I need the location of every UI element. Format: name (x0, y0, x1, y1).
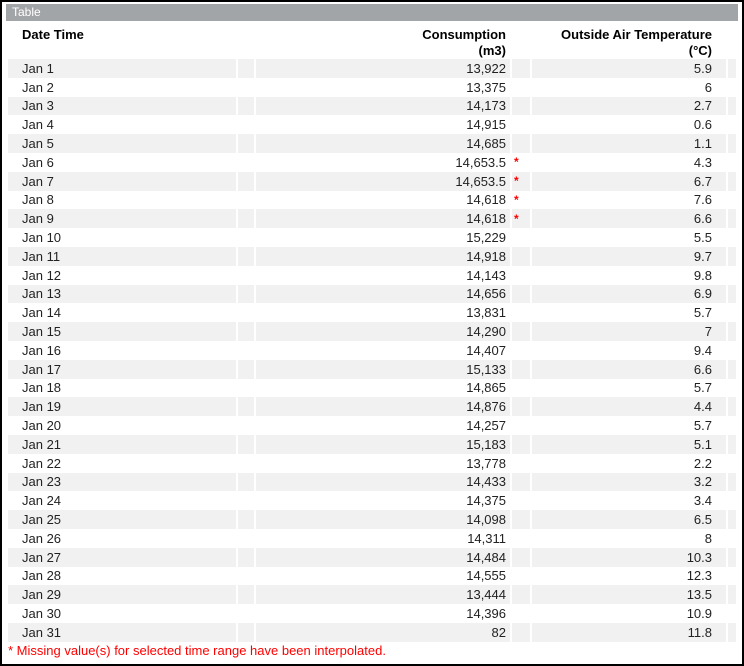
date-flag-spacer (238, 191, 254, 210)
date-cell: Jan 19 (8, 397, 236, 416)
date-cell: Jan 18 (8, 379, 236, 398)
consumption-cell: 14,407 (256, 341, 510, 360)
header-spacer (728, 21, 736, 59)
date-flag-spacer (238, 529, 254, 548)
column-label: Date Time (22, 27, 84, 42)
consumption-cell: 14,290 (256, 322, 510, 341)
interpolated-flag (512, 510, 530, 529)
row-end-spacer (728, 153, 736, 172)
table-row (8, 379, 736, 398)
table-row (8, 491, 736, 510)
date-cell: Jan 31 (8, 623, 236, 642)
interpolated-flag (512, 115, 530, 134)
date-flag-spacer (238, 397, 254, 416)
row-end-spacer (728, 604, 736, 623)
row-end-spacer (728, 510, 736, 529)
row-end-spacer (728, 172, 736, 191)
table-row (8, 228, 736, 247)
row-end-spacer (728, 322, 736, 341)
interpolated-flag (512, 379, 530, 398)
date-cell: Jan 7 (8, 172, 236, 191)
date-flag-spacer (238, 623, 254, 642)
consumption-cell: 14,311 (256, 529, 510, 548)
date-flag-spacer (238, 585, 254, 604)
temperature-cell: 11.8 (532, 623, 726, 642)
date-flag-spacer (238, 153, 254, 172)
row-end-spacer (728, 623, 736, 642)
date-flag-spacer (238, 59, 254, 78)
consumption-cell: 15,183 (256, 435, 510, 454)
temperature-cell: 2.2 (532, 454, 726, 473)
row-end-spacer (728, 585, 736, 604)
interpolated-flag (512, 435, 530, 454)
temperature-cell: 4.3 (532, 153, 726, 172)
date-flag-spacer (238, 360, 254, 379)
table-row (8, 360, 736, 379)
temperature-cell: 3.2 (532, 473, 726, 492)
interpolated-flag (512, 303, 530, 322)
date-flag-spacer (238, 454, 254, 473)
interpolated-flag (512, 548, 530, 567)
date-flag-spacer (238, 78, 254, 97)
row-end-spacer (728, 567, 736, 586)
date-cell: Jan 27 (8, 548, 236, 567)
table-row (8, 209, 736, 228)
row-end-spacer (728, 59, 736, 78)
date-cell: Jan 1 (8, 59, 236, 78)
consumption-cell: 14,098 (256, 510, 510, 529)
row-end-spacer (728, 191, 736, 210)
date-flag-spacer (238, 322, 254, 341)
column-unit: (°C) (688, 43, 712, 58)
table-row (8, 529, 736, 548)
consumption-cell: 14,653.5 (256, 172, 510, 191)
date-cell: Jan 4 (8, 115, 236, 134)
column-header-date-time (8, 21, 236, 59)
interpolation-footnote: * Missing value(s) for selected time range have been interpolated. (8, 642, 386, 658)
data-table (6, 21, 738, 642)
temperature-cell: 3.4 (532, 491, 726, 510)
consumption-cell: 13,375 (256, 78, 510, 97)
interpolated-flag (512, 585, 530, 604)
interpolated-flag (512, 285, 530, 304)
table-row (8, 473, 736, 492)
date-flag-spacer (238, 115, 254, 134)
interpolated-flag (512, 567, 530, 586)
column-header-consumption (256, 21, 510, 59)
temperature-cell: 8 (532, 529, 726, 548)
temperature-cell: 7 (532, 322, 726, 341)
date-cell: Jan 9 (8, 209, 236, 228)
row-end-spacer (728, 266, 736, 285)
interpolated-flag (512, 78, 530, 97)
table-row (8, 266, 736, 285)
date-cell: Jan 12 (8, 266, 236, 285)
table-header (8, 21, 736, 59)
date-cell: Jan 25 (8, 510, 236, 529)
table-row (8, 247, 736, 266)
row-end-spacer (728, 360, 736, 379)
row-end-spacer (728, 529, 736, 548)
consumption-cell: 13,778 (256, 454, 510, 473)
temperature-cell: 5.9 (532, 59, 726, 78)
temperature-cell: 9.4 (532, 341, 726, 360)
date-cell: Jan 14 (8, 303, 236, 322)
header-spacer (238, 21, 254, 59)
consumption-cell: 13,831 (256, 303, 510, 322)
temperature-cell: 6.9 (532, 285, 726, 304)
temperature-cell: 5.1 (532, 435, 726, 454)
row-end-spacer (728, 78, 736, 97)
date-flag-spacer (238, 97, 254, 116)
consumption-cell: 14,865 (256, 379, 510, 398)
row-end-spacer (728, 454, 736, 473)
interpolated-flag: * (512, 153, 530, 172)
date-cell: Jan 29 (8, 585, 236, 604)
date-flag-spacer (238, 266, 254, 285)
row-end-spacer (728, 303, 736, 322)
column-header-outside-air-temperature (532, 21, 726, 59)
table-row (8, 153, 736, 172)
row-end-spacer (728, 548, 736, 567)
column-label: Consumption (422, 27, 506, 42)
table-body (8, 59, 736, 642)
panel-title-bar: Table (6, 4, 738, 21)
table-row (8, 435, 736, 454)
table-row (8, 567, 736, 586)
table-row (8, 623, 736, 642)
date-cell: Jan 30 (8, 604, 236, 623)
temperature-cell: 4.4 (532, 397, 726, 416)
interpolated-flag (512, 59, 530, 78)
consumption-cell: 13,444 (256, 585, 510, 604)
date-flag-spacer (238, 285, 254, 304)
temperature-cell: 5.7 (532, 416, 726, 435)
date-cell: Jan 26 (8, 529, 236, 548)
temperature-cell: 9.8 (532, 266, 726, 285)
date-flag-spacer (238, 604, 254, 623)
date-cell: Jan 24 (8, 491, 236, 510)
table-row (8, 585, 736, 604)
date-cell: Jan 3 (8, 97, 236, 116)
date-flag-spacer (238, 303, 254, 322)
interpolated-flag (512, 341, 530, 360)
interpolated-flag (512, 416, 530, 435)
table-row (8, 548, 736, 567)
interpolated-flag: * (512, 209, 530, 228)
row-end-spacer (728, 285, 736, 304)
consumption-cell: 14,143 (256, 266, 510, 285)
temperature-cell: 5.7 (532, 303, 726, 322)
consumption-cell: 14,555 (256, 567, 510, 586)
temperature-cell: 6.7 (532, 172, 726, 191)
interpolated-flag (512, 360, 530, 379)
interpolated-flag (512, 623, 530, 642)
temperature-cell: 9.7 (532, 247, 726, 266)
row-end-spacer (728, 341, 736, 360)
table-row (8, 115, 736, 134)
table-row (8, 134, 736, 153)
interpolated-flag (512, 491, 530, 510)
consumption-cell: 14,396 (256, 604, 510, 623)
date-flag-spacer (238, 379, 254, 398)
interpolated-flag: * (512, 172, 530, 191)
table-row (8, 604, 736, 623)
table-row (8, 454, 736, 473)
date-flag-spacer (238, 247, 254, 266)
date-flag-spacer (238, 172, 254, 191)
table-row (8, 172, 736, 191)
interpolated-flag (512, 529, 530, 548)
date-cell: Jan 5 (8, 134, 236, 153)
date-flag-spacer (238, 435, 254, 454)
interpolated-flag (512, 266, 530, 285)
table-row (8, 341, 736, 360)
date-flag-spacer (238, 473, 254, 492)
temperature-cell: 2.7 (532, 97, 726, 116)
consumption-cell: 14,173 (256, 97, 510, 116)
interpolated-flag (512, 604, 530, 623)
date-flag-spacer (238, 228, 254, 247)
temperature-cell: 6.5 (532, 510, 726, 529)
consumption-cell: 14,876 (256, 397, 510, 416)
row-end-spacer (728, 435, 736, 454)
row-end-spacer (728, 397, 736, 416)
interpolated-flag (512, 228, 530, 247)
interpolated-flag (512, 322, 530, 341)
consumption-cell: 13,922 (256, 59, 510, 78)
interpolated-flag (512, 454, 530, 473)
row-end-spacer (728, 115, 736, 134)
table-row (8, 303, 736, 322)
interpolated-flag (512, 97, 530, 116)
date-flag-spacer (238, 548, 254, 567)
date-cell: Jan 23 (8, 473, 236, 492)
date-cell: Jan 28 (8, 567, 236, 586)
temperature-cell: 10.9 (532, 604, 726, 623)
row-end-spacer (728, 97, 736, 116)
temperature-cell: 6.6 (532, 360, 726, 379)
date-cell: Jan 22 (8, 454, 236, 473)
date-cell: Jan 15 (8, 322, 236, 341)
consumption-cell: 14,375 (256, 491, 510, 510)
consumption-cell: 14,918 (256, 247, 510, 266)
row-end-spacer (728, 228, 736, 247)
date-flag-spacer (238, 491, 254, 510)
date-cell: Jan 2 (8, 78, 236, 97)
interpolated-flag (512, 473, 530, 492)
table-row (8, 78, 736, 97)
consumption-cell: 82 (256, 623, 510, 642)
column-unit: (m3) (478, 43, 506, 58)
temperature-cell: 12.3 (532, 567, 726, 586)
column-label: Outside Air Temperature (561, 27, 712, 42)
temperature-cell: 7.6 (532, 191, 726, 210)
temperature-cell: 1.1 (532, 134, 726, 153)
date-cell: Jan 10 (8, 228, 236, 247)
table-row (8, 416, 736, 435)
consumption-cell: 14,656 (256, 285, 510, 304)
table-row (8, 59, 736, 78)
row-end-spacer (728, 379, 736, 398)
row-end-spacer (728, 209, 736, 228)
header-spacer (512, 21, 530, 59)
date-cell: Jan 6 (8, 153, 236, 172)
table-row (8, 191, 736, 210)
consumption-cell: 14,484 (256, 548, 510, 567)
row-end-spacer (728, 473, 736, 492)
interpolated-flag (512, 134, 530, 153)
date-flag-spacer (238, 209, 254, 228)
date-cell: Jan 17 (8, 360, 236, 379)
consumption-cell: 14,257 (256, 416, 510, 435)
consumption-cell: 14,433 (256, 473, 510, 492)
row-end-spacer (728, 247, 736, 266)
date-cell: Jan 8 (8, 191, 236, 210)
row-end-spacer (728, 416, 736, 435)
consumption-cell: 14,618 (256, 209, 510, 228)
date-flag-spacer (238, 510, 254, 529)
temperature-cell: 5.7 (532, 379, 726, 398)
date-cell: Jan 13 (8, 285, 236, 304)
interpolated-flag (512, 247, 530, 266)
date-flag-spacer (238, 341, 254, 360)
consumption-cell: 14,915 (256, 115, 510, 134)
date-cell: Jan 16 (8, 341, 236, 360)
row-end-spacer (728, 491, 736, 510)
consumption-cell: 14,653.5 (256, 153, 510, 172)
table-row (8, 97, 736, 116)
consumption-cell: 14,618 (256, 191, 510, 210)
date-cell: Jan 21 (8, 435, 236, 454)
date-cell: Jan 11 (8, 247, 236, 266)
consumption-cell: 15,133 (256, 360, 510, 379)
date-flag-spacer (238, 567, 254, 586)
temperature-cell: 6.6 (532, 209, 726, 228)
table-row (8, 285, 736, 304)
interpolated-flag (512, 397, 530, 416)
consumption-cell: 14,685 (256, 134, 510, 153)
temperature-cell: 13.5 (532, 585, 726, 604)
temperature-cell: 10.3 (532, 548, 726, 567)
temperature-cell: 0.6 (532, 115, 726, 134)
temperature-cell: 6 (532, 78, 726, 97)
table-row (8, 397, 736, 416)
table-row (8, 322, 736, 341)
temperature-cell: 5.5 (532, 228, 726, 247)
date-cell: Jan 20 (8, 416, 236, 435)
interpolated-flag: * (512, 191, 530, 210)
table-row (8, 510, 736, 529)
row-end-spacer (728, 134, 736, 153)
consumption-cell: 15,229 (256, 228, 510, 247)
date-flag-spacer (238, 134, 254, 153)
date-flag-spacer (238, 416, 254, 435)
